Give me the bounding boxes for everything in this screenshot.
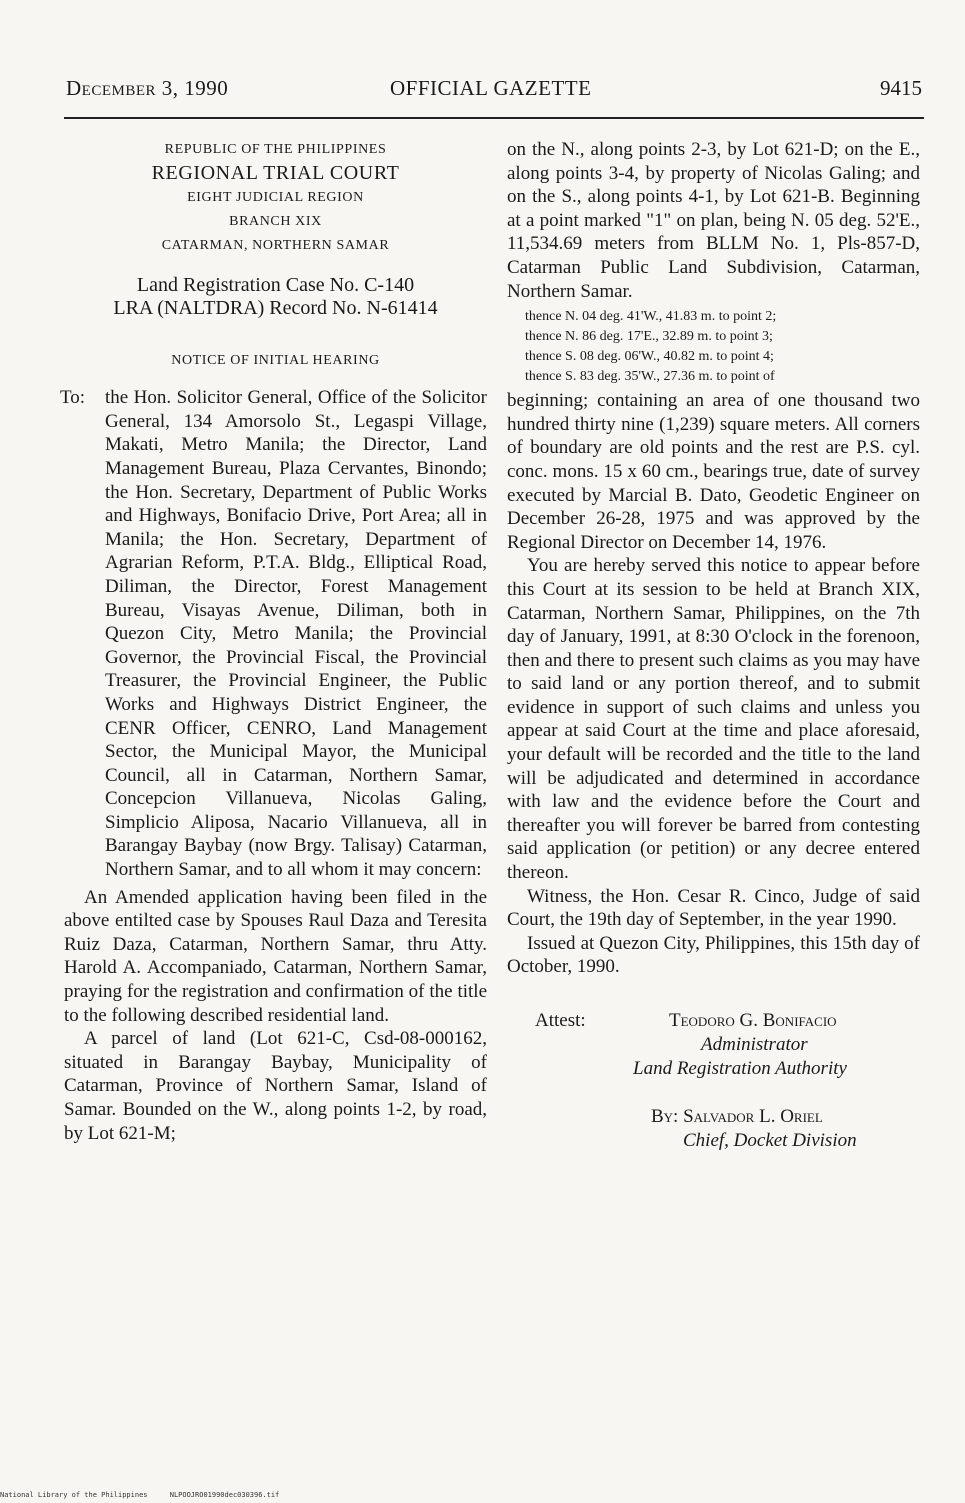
issue-date: December 3, 1990 xyxy=(66,76,229,100)
attestation-block xyxy=(507,1009,920,1149)
region-line: EIGHT JUDICIAL REGION xyxy=(187,189,364,205)
library-credit: National Library of the Philippines xyxy=(0,1491,148,1499)
bearing-line: thence S. 08 deg. 06'W., 40.82 m. to point 4; xyxy=(525,349,774,365)
amended-application-paragraph: An Amended application having been filed in the above entilted case by Spouses Raul Daza and Teresita Ruiz Daza, Catarman, Northern Samar, thru Atty. Harold A. Accompaniado, Catarman, Northern Samar, praying for the registration and confirmation of the title to the following described residential land. xyxy=(64,886,487,1026)
scan-footer xyxy=(0,1491,400,1503)
parcel-description-paragraph: A parcel of land (Lot 621-C, Csd-08-000162, situated in Barangay Baybay, Municipality of Catarman, Province of Northern Samar, Island of Samar. Bounded on the W., along points 1-2, by road, by Lot 621-M; xyxy=(64,1028,487,1144)
attest-label: Attest: xyxy=(535,1010,586,1031)
case-numbers xyxy=(64,274,487,321)
bearing-line: thence S. 83 deg. 35'W., 27.36 m. to point of xyxy=(525,369,775,385)
publication-title: OFFICIAL GAZETTE xyxy=(390,76,592,100)
notice-served-paragraph: You are hereby served this notice to appear before this Court at its session to be held at Branch XIX, Catarman, Northern Samar, Philippines, on the 7th day of January, 1991, at 8:30 O'clock in the forenoon, then and there to present such claims as you may have to said land or any portion thereof, and to submit evidence in support of such claims and unless you appear at said Court at the time and place aforesaid, your default will be recorded and the title to the land will be adjudicated and determined in accordance with law and the evidence before the Court and thereafter you will forever be barred from contesting said application (or petition) or any decree entered thereon. xyxy=(507,555,920,884)
page-number: 9415 xyxy=(880,76,922,100)
bearing-line: thence N. 04 deg. 41'W., 41.83 m. to point 2; xyxy=(525,309,777,325)
to-label: To: xyxy=(60,387,86,409)
bearing-line: thence N. 86 deg. 17'E., 32.89 m. to point 3; xyxy=(525,329,773,345)
authority-name: Land Registration Authority xyxy=(633,1058,847,1079)
left-column xyxy=(60,138,487,1145)
case-number: Land Registration Case No. C-140 xyxy=(136,273,415,296)
witness-paragraph: Witness, the Hon. Cesar R. Cinco, Judge of said Court, the 19th day of September, in the year 1990. xyxy=(507,885,920,931)
branch-line: BRANCH XIX xyxy=(229,213,322,229)
administrator-title: Administrator xyxy=(701,1034,808,1055)
notice-title: NOTICE OF INITIAL HEARING xyxy=(171,352,380,368)
location-line: CATARMAN, NORTHERN SAMAR xyxy=(161,237,390,253)
area-paragraph: beginning; containing an area of one thousand two hundred thirty nine (1,239) square meters. All corners of boundary are old points and the rest are P.S. cyl. conc. mons. 15 x 60 cm., bearings true, date of survey executed by Marcial B. Dato, Geodetic Engineer on December 26-28, 1975 and was approved by the Regional Director on December 14, 1976. xyxy=(507,390,920,553)
addressee-list: the Hon. Solicitor General, Office of the Solicitor General, 134 Amorsolo St., Legaspi Village, Makati, Metro Manila; the Director, Land Management Bureau, Plaza Cervantes, Binondo; the Hon. Secretary, Department of Public Works and Highways, Bonifacio Drive, Port Area; all in Manila; the Hon. Secretary, Department of Agrarian Reform, P.T.A. Bldg., Elliptical Road, Diliman, the Director, Forest Management Bureau, Visayas Avenue, Diliman, both in Quezon City, Metro Manila; the Provincial Governor, the Provincial Fiscal, the Provincial Treasurer, the Provincial Engineer, the Public Works and Highways District Engineer, the CENR Officer, CENRO, Land Management Sector, the Municipal Mayor, the Municipal Council, all in Catarman, Northern Samar, Concepcion Villanueva, Nicolas Galing, Simplicio Aliposa, Nacario Villanueva, all in Barangay Baybay (now Brgy. Talisay) Catarman, Northern Samar, and to all whom it may concern: xyxy=(105,387,487,881)
bearings-list xyxy=(507,307,920,387)
running-header xyxy=(66,76,922,106)
boundaries-paragraph: on the N., along points 2-3, by Lot 621-D; on the E., along points 3-4, by property of Nicolas Galing; and on the S., along points 4-1, by Lot 621-B. Beginning at a point marked "1" on plan, being N. 05 deg. 52'E., 11,534.69 meters from BLLM No. 1, Pls-857-D, Catarman Public Land Subdivision, Catarman, Northern Samar. xyxy=(507,139,920,302)
record-number: LRA (NALTDRA) Record No. N-61414 xyxy=(113,297,438,320)
header-rule xyxy=(64,117,924,119)
republic-line: REPUBLIC OF THE PHILIPPINES xyxy=(164,142,387,157)
court-caption xyxy=(64,138,487,258)
addressee-block xyxy=(60,386,487,881)
issued-paragraph: Issued at Quezon City, Philippines, this 15th day of October, 1990. xyxy=(507,932,920,978)
docket-chief-title: Chief, Docket Division xyxy=(683,1130,857,1151)
right-column xyxy=(507,138,920,1149)
scan-filename: NLPOOJRO01990dec030396.tif xyxy=(169,1491,280,1499)
court-name: REGIONAL TRIAL COURT xyxy=(151,162,400,184)
docket-chief-name: By: Salvador L. Oriel xyxy=(651,1106,823,1127)
administrator-name: Teodoro G. Bonifacio xyxy=(669,1010,837,1031)
